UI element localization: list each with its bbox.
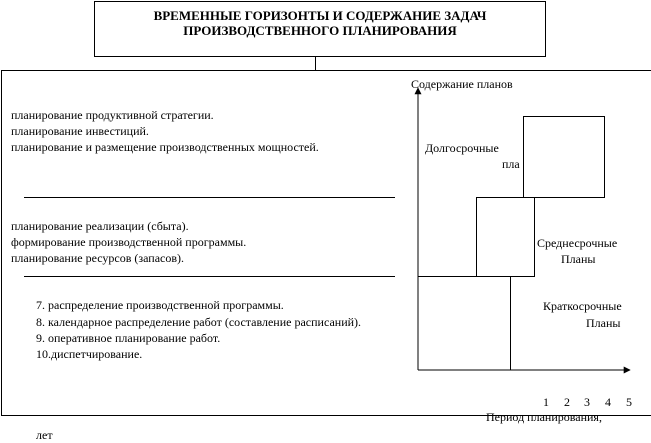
short-term-task-9: 9. оперативное планирование работ. bbox=[36, 331, 221, 345]
x-tick-1: 1 bbox=[543, 395, 549, 409]
long-term-plan-box bbox=[523, 116, 605, 198]
x-tick-5: 5 bbox=[626, 395, 632, 409]
mid-term-plan-box bbox=[476, 197, 535, 277]
short-term-plans-label-2: Планы bbox=[586, 316, 621, 330]
mid-term-task-3: планирование ресурсов (запасов). bbox=[11, 251, 185, 265]
x-tick-3: 3 bbox=[584, 395, 590, 409]
long-term-task-3: планирование и размещение производственных мощностей. bbox=[11, 140, 319, 154]
short-term-task-8: 8. календарное распределение работ (составление расписаний). bbox=[36, 315, 362, 329]
short-term-task-10: 10.диспетчирование. bbox=[36, 347, 143, 361]
x-axis-unit: лет bbox=[36, 428, 53, 442]
title-line-1: ВРЕМЕННЫЕ ГОРИЗОНТЫ И СОДЕРЖАНИЕ ЗАДАЧ bbox=[153, 8, 487, 23]
long-term-task-2: планирование инвестиций. bbox=[11, 124, 149, 138]
short-term-plan-box bbox=[418, 276, 511, 370]
mid-term-plans-label-1: Среднесрочные bbox=[537, 236, 618, 250]
mid-term-plans-label-2: Планы bbox=[561, 252, 596, 266]
mid-term-task-2: формирование производственной программы. bbox=[11, 235, 247, 249]
long-term-plans-label-2: пла bbox=[502, 157, 520, 171]
short-term-task-7: 7. распределение производственной программы. bbox=[36, 298, 284, 312]
x-tick-2: 2 bbox=[564, 395, 570, 409]
title-line-2: ПРОИЗВОДСТВЕННОГО ПЛАНИРОВАНИЯ bbox=[183, 23, 457, 38]
long-term-task-1: планирование продуктивной стратегии. bbox=[11, 108, 214, 122]
y-axis-label: Содержание планов bbox=[411, 77, 513, 91]
long-term-plans-label-1: Долгосрочные bbox=[425, 141, 499, 155]
short-term-plans-label-1: Краткосрочные bbox=[543, 299, 622, 313]
x-axis-label: Период планирования, bbox=[486, 410, 602, 424]
x-tick-4: 4 bbox=[605, 395, 611, 409]
mid-term-task-1: планирование реализации (сбыта). bbox=[11, 219, 189, 233]
